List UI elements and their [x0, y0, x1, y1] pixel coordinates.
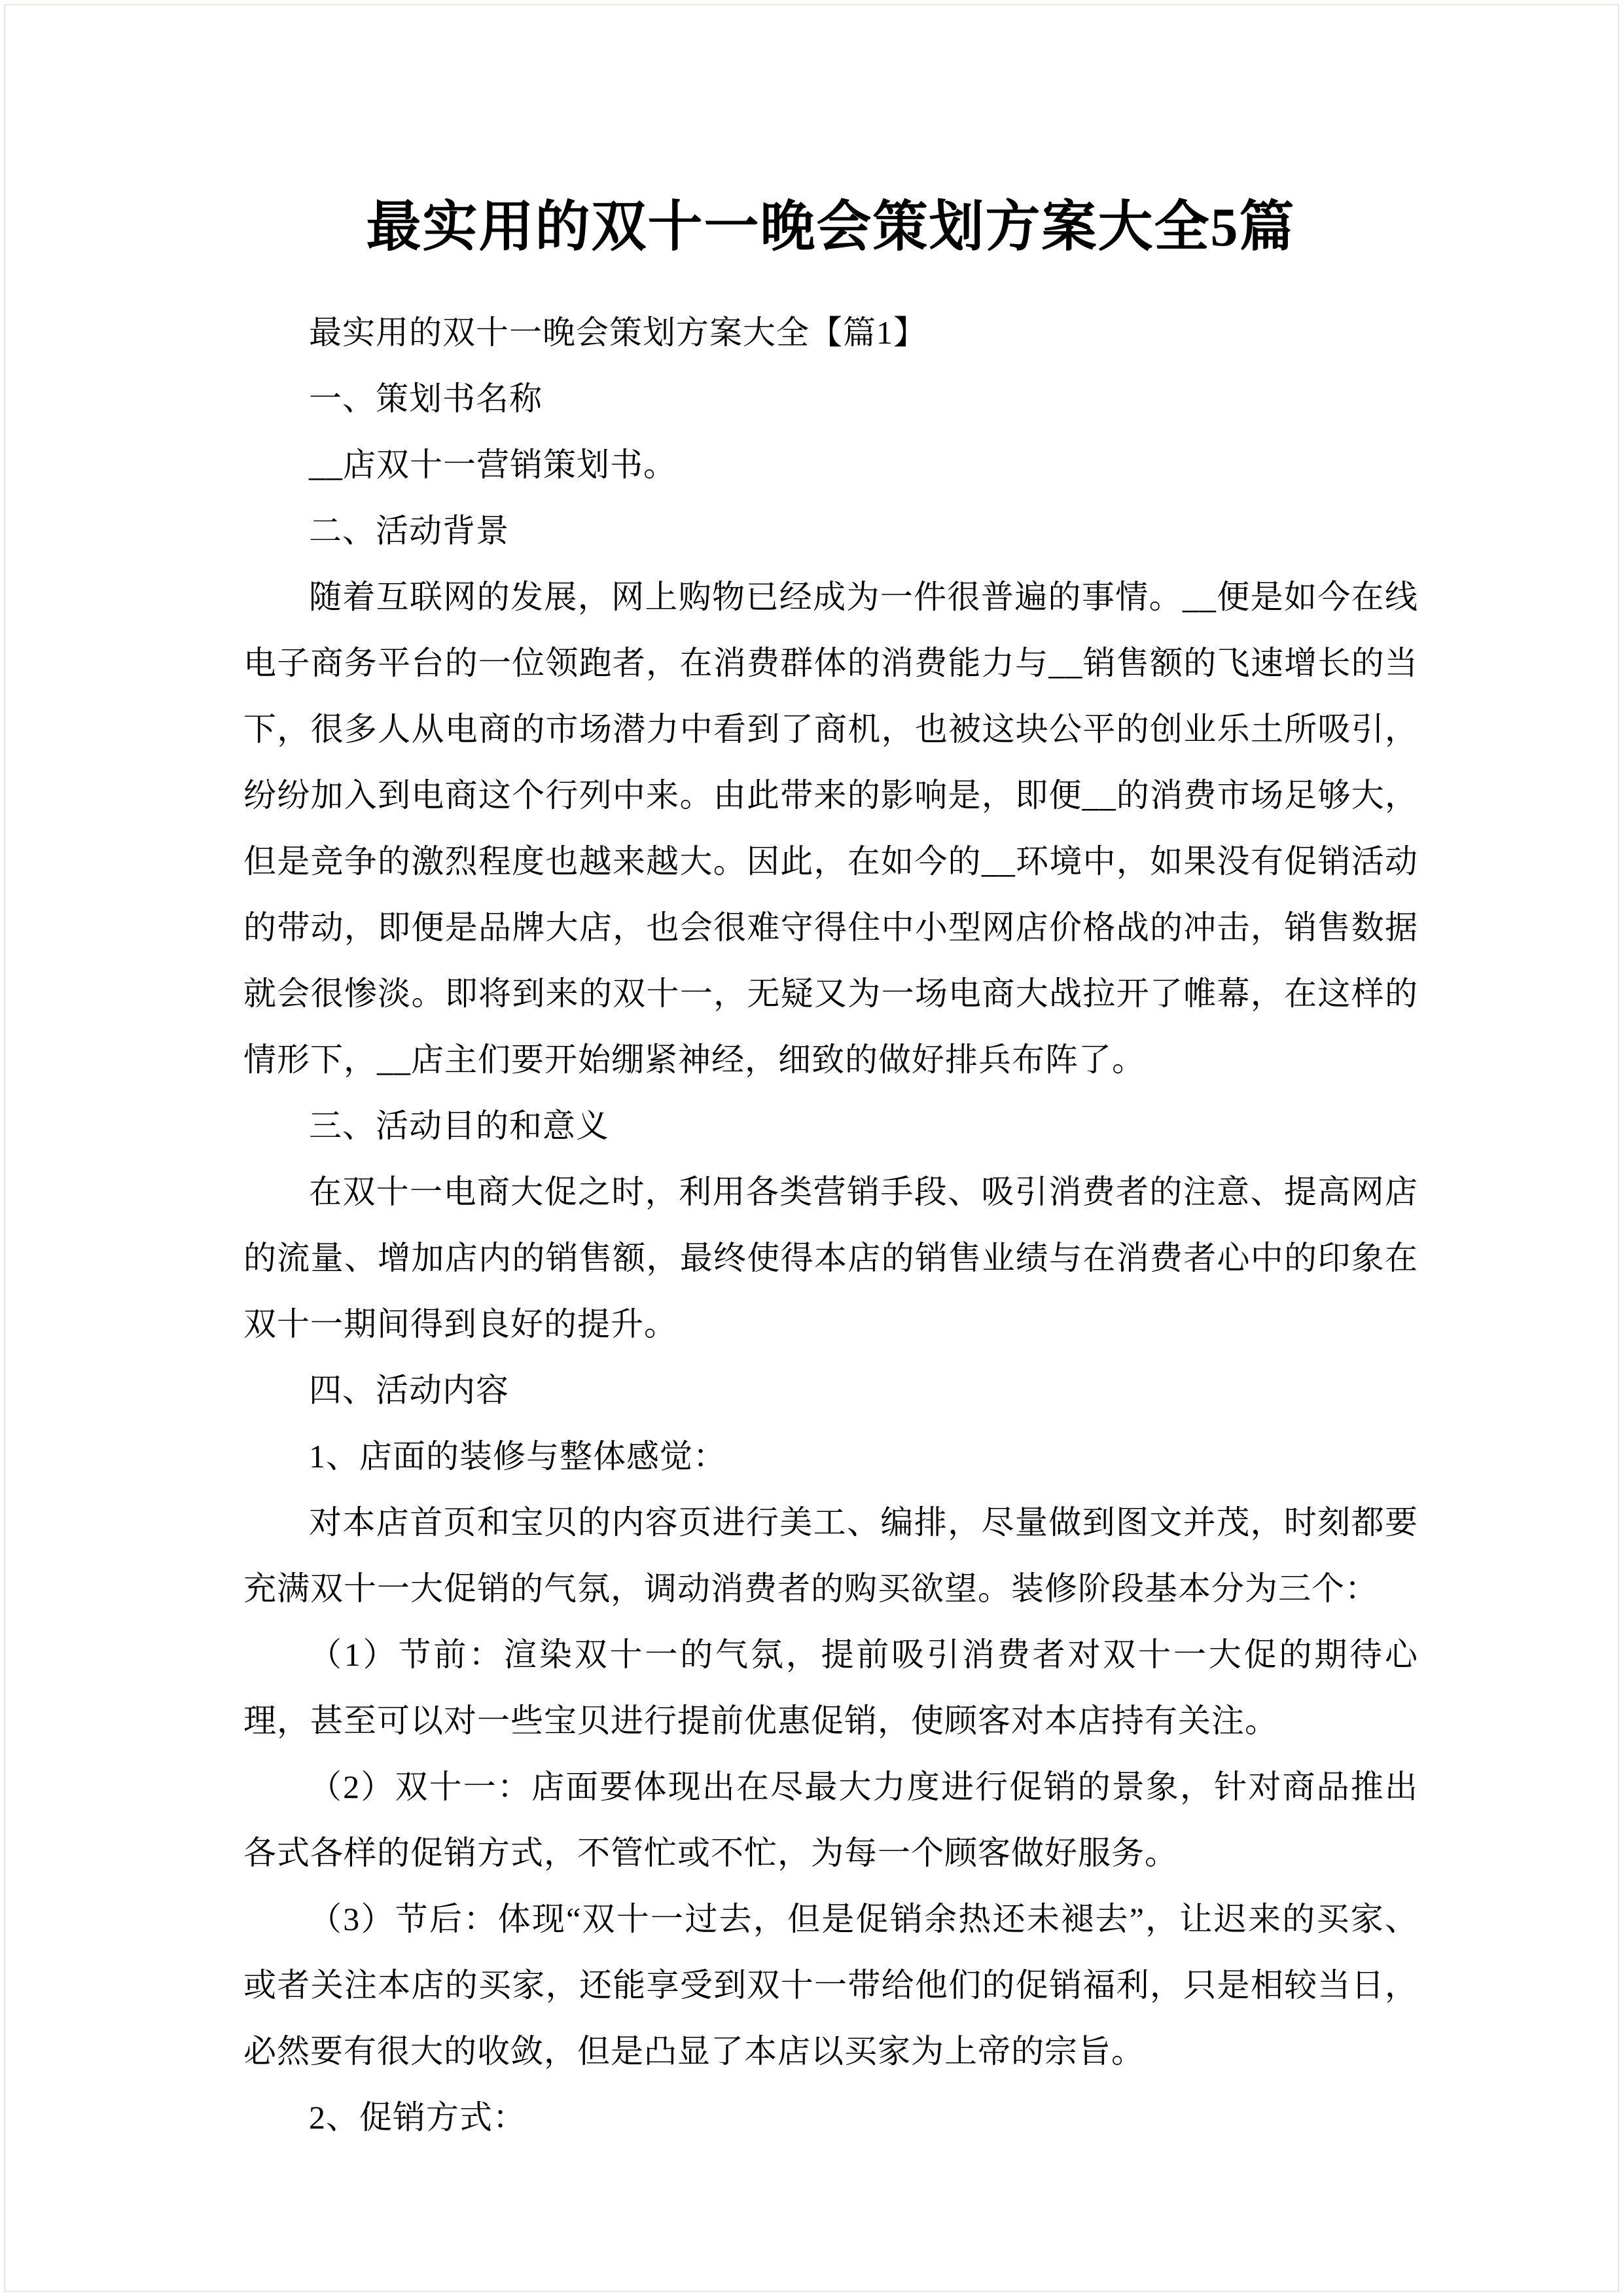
paragraph: （2）双十一：店面要体现出在尽最大力度进行促销的景象，针对商品推出各式各样的促销方式，不管忙或不忙，为每一个顾客做好服务。	[243, 1768, 1418, 1871]
paragraph: 最实用的双十一晚会策划方案大全【篇1】	[309, 314, 927, 351]
paragraph: 一、策划书名称	[309, 380, 543, 417]
paragraph: 三、活动目的和意义	[309, 1107, 609, 1144]
paragraph: 2、促销方式：	[309, 2099, 526, 2136]
document-title: 最实用的双十一晚会策划方案大全5篇	[366, 197, 1296, 258]
paragraph: 随着互联网的发展，网上购物已经成为一件很普遍的事情。__便是如今在线电子商务平台的一位领跑者，在消费群体的消费能力与__销售额的飞速增长的当下，很多人从电商的市场潜力中看到了商机，也被这块公平的创业乐土所吸引，纷纷加入到电商这个行列中来。由此带来的影响是，即便__的消费市场足够大，但是竞争的激烈程度也越来越大。因此，在如今的__环境中，如果没有促销活动的带动，即便是品牌大店，也会很难守得住中小型网店价格战的冲击，销售数据就会很惨淡。即将到来的双十一，无疑又为一场电商大战拉开了帷幕，在这样的情形下，__店主们要开始绷紧神经，细致的做好排兵布阵了。	[243, 579, 1418, 1078]
document-content	[243, 193, 1418, 2151]
paragraph: 在双十一电商大促之时，利用各类营销手段、吸引消费者的注意、提高网店的流量、增加店内的销售额，最终使得本店的销售业绩与在消费者心中的印象在双十一期间得到良好的提升。	[243, 1174, 1418, 1342]
paragraph: （3）节后：体现“双十一过去，但是促销余热还未褪去”，让迟来的买家、或者关注本店的买家，还能享受到双十一带给他们的促销福利，只是相较当日，必然要有很大的收敛，但是凸显了本店以买家为上帝的宗旨。	[243, 1901, 1418, 2070]
document-body	[243, 300, 1418, 2151]
paragraph: （1）节前：渲染双十一的气氛，提前吸引消费者对双十一大促的期待心理，甚至可以对一些宝贝进行提前优惠促销，使顾客对本店持有关注。	[243, 1636, 1418, 1739]
paragraph: __店双十一营销策划书。	[309, 446, 677, 483]
paragraph: 1、店面的装修与整体感觉：	[309, 1438, 726, 1475]
paragraph: 四、活动内容	[309, 1372, 509, 1408]
paragraph: 二、活动背景	[309, 512, 509, 549]
paragraph: 对本店首页和宝贝的内容页进行美工、编排，尽量做到图文并茂，时刻都要充满双十一大促销的气氛，调动消费者的购买欲望。装修阶段基本分为三个：	[243, 1504, 1418, 1607]
